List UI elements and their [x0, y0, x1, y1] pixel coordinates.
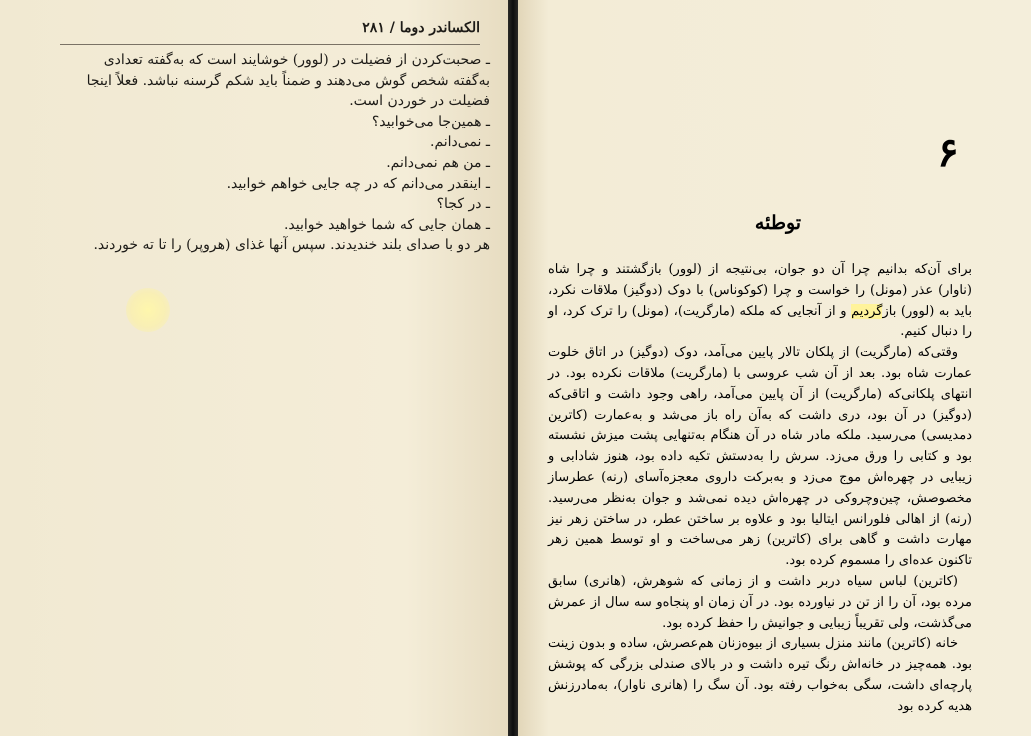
dialogue-line: ـ صحبت‌کردن از فضیلت در (لوور) خوشایند است که به‌گفته تعدادی به‌گفته شخص گوش می‌دهند و ضمناً باید شکم گرسنه نباشد. فعلاً اینجا فضیلت در خوردن است.: [86, 52, 490, 110]
dialogue-line: ـ همان جایی که شما خواهید خوابید.: [283, 216, 490, 233]
left-page-text: [78, 50, 490, 256]
highlight-stain: [126, 288, 170, 332]
dialogue-line: ـ من هم نمی‌دانم.: [386, 154, 490, 171]
left-page: [0, 0, 508, 736]
right-page-text: [548, 260, 972, 718]
paragraph: خانه (کاترین) مانند منزل بسیاری از بیوه‌زنان هم‌عصرش، ساده و بدون زینت بود. همه‌چیز در خانه‌اش رنگ تیره داشت و در بالای صندلی بزرگی که پوشش پارچه‌ای داشت، سگی به‌خواب رفته بود. آن سگ را (هانری ناوار)، به‌مادرزنش هدیه کرده بود: [548, 636, 972, 714]
highlighted-word: گردیم: [851, 303, 883, 319]
running-head: [60, 20, 480, 36]
chapter-number: ۶: [937, 129, 959, 176]
running-head-text: الکساندر دوما / ۲۸۱: [362, 20, 480, 36]
closing-paragraph: هر دو با صدای بلند خندیدند. سپس آنها غذای (هروپر) را تا ته خوردند.: [93, 237, 490, 254]
book-gutter: [508, 0, 518, 736]
paragraph: [548, 260, 972, 343]
paragraph: وقتی‌که (مارگریت) از پلکان تالار پایین می‌آمد، دوک (دوگیز) در اتاق خلوت عمارت شاه بود. بعد از آن شب عروسی با (مارگریت) ملاقات نکرده بود. در انتهای پلکانی‌که (مارگریت) از آن پایین می‌آمد، راهی وجود داشت و اتاقی‌که (دوگیز) در آن بود، دری داشت که به‌آن راه باز می‌شد و به‌عمارت (کاترین دمدیسی) می‌رسید. ملکه مادر شاه در آن هنگام به‌تنهایی پشت میزش نشسته بود و کتابی را ورق می‌زد. سرش را به‌دستش تکیه داده بود، هنوز شادابی و زیبایی در چهره‌اش موج می‌زد و به‌برکت داروی معجزه‌آسای (رنه) عطرساز مخصوصش، چین‌وچروکی در چهره‌اش دیده نمی‌شد و جوان به‌نظر می‌رسید. (رنه) از اهالی فلورانس ایتالیا بود و علاوه بر ساختن عطر، در ساختن زهر نیز مهارت داشت و گاهی برای (کاترین) زهر می‌ساخت و او توسط همین زهر تاکنون عده‌ای را مسموم کرده بود.: [548, 345, 972, 569]
header-rule: [60, 44, 480, 45]
dialogue-line: ـ در کجا؟: [436, 196, 490, 213]
paragraph-text: برای آن‌که بدانیم چرا آن دو جوان، بی‌نتیجه از (لوور) بازگشتند و چرا شاه (ناوار) عذر (مونل) را خواست و چرا (کوکوناس) با دوک (دوگیز) ملاقات نکرد، باید به (لوور) باز: [548, 262, 973, 319]
paragraph: (کاترین) لباس سیاه دربر داشت و از زمانی که شوهرش، (هانری) سابق مرده بود، آن را از تن در نیاورده بود. در آن زمان او پنجاه‌و سه سال از عمرش می‌گذشت، ولی تقریباً زیبایی و جوانیش را حفظ کرده بود.: [548, 573, 972, 631]
dialogue-line: ـ نمی‌دانم.: [430, 134, 490, 151]
dialogue-line: ـ اینقدر می‌دانم که در چه جایی خواهم خوابید.: [226, 175, 490, 192]
paragraph-text: و از آنجایی که ملکه (مارگریت)، (مونل) را ترک کرد، او را دنبال کنیم.: [548, 303, 972, 340]
dialogue-line: ـ همین‌جا می‌خوابید؟: [371, 113, 490, 130]
chapter-title: توطئه: [754, 212, 802, 234]
